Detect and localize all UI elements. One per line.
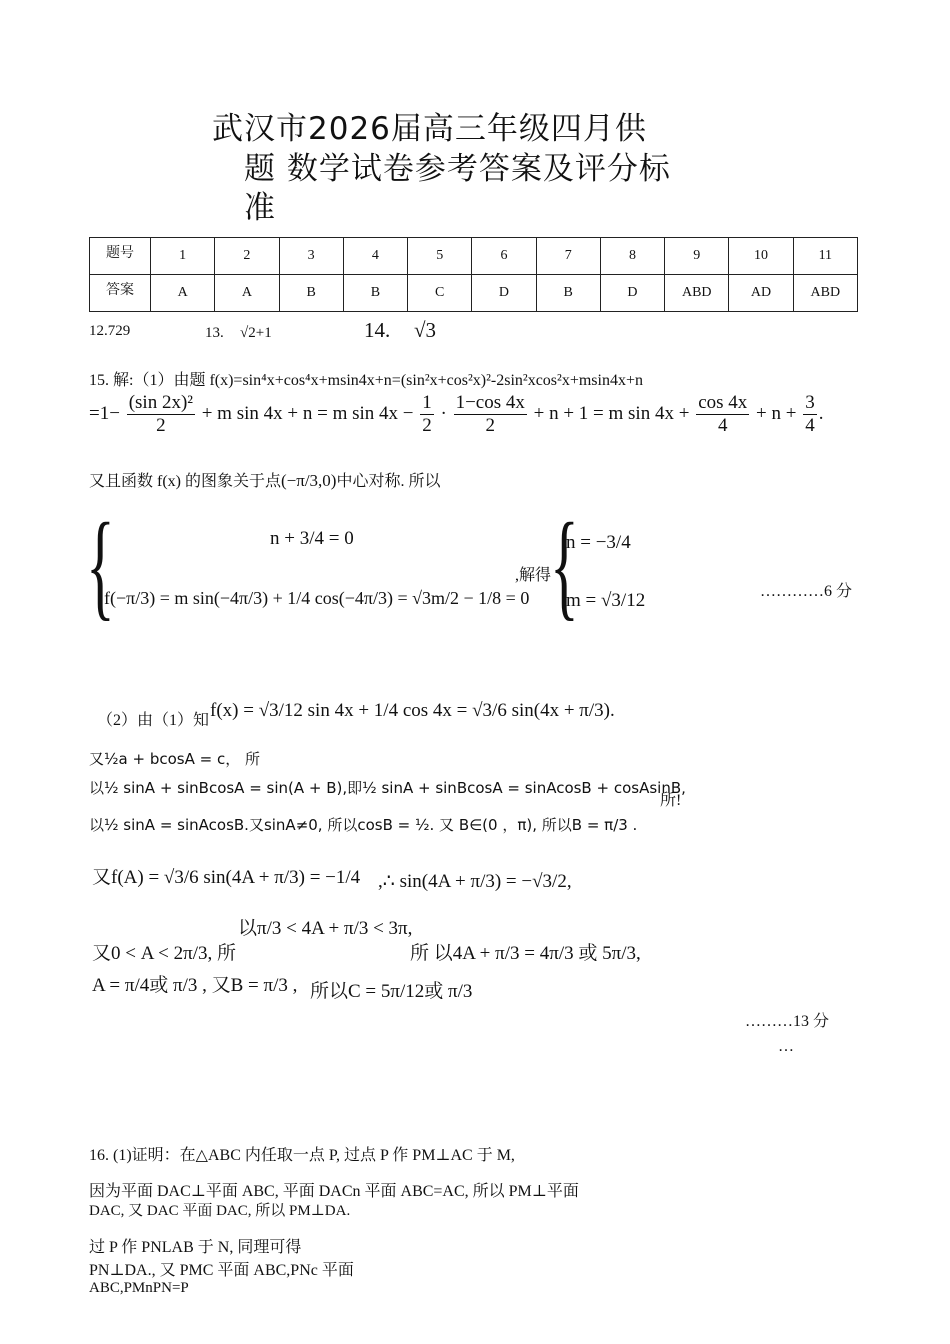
table-cell: 9 [665,238,729,275]
solution-m: m = √3/12 [566,590,646,611]
fraction [454,392,527,437]
q13-answer: √2+1 [240,325,272,341]
solution-n: n = −3/4 [566,532,631,553]
table-cell: 2 [215,238,279,275]
q15-line-d1: 又f(A) = √3/6 sin(4A + π/3) = −1/4 [92,867,361,888]
fraction-den: 2 [485,415,495,436]
table-cell: A [215,275,279,312]
q14-answer: √3 [414,318,437,342]
fraction-den: 4 [805,415,815,436]
q15-line-b-end: 所! [660,792,682,809]
fraction [803,392,817,437]
title-line-2: 题 数学试卷参考答案及评分标 [244,151,671,187]
q15-l2-lead: =1− [89,402,120,424]
answer-table [89,237,858,312]
fraction-num: 1−cos 4x [455,392,525,413]
q14-label: 14. [364,318,391,342]
q16-line-2: 因为平面 DAC⊥平面 ABC, 平面 DACn 平面 ABC=AC, 所以 PM⊥平面 [89,1183,579,1200]
table-cell: 3 [279,238,343,275]
right-brace: { [550,498,579,631]
score-6: …………6 分 [760,583,853,600]
q15-l2-d: + n + [756,402,797,424]
table-answer-label: 答案 [90,275,151,312]
q15-line-2: =1− $\frac{\text{(sin 2x)²}}{2}$ + m sin 4x + n = m sin 4x − $\frac{1}{2}$ · $\frac{1-\cos 4x}{2}$ + n + 1 = m sin 4x + $\frac{\cos 4x}{4}$ + n + $\frac{3}{4}$ . [89,392,824,436]
left-brace: { [86,498,115,631]
table-cell: AD [729,275,793,312]
table-cell: C [408,275,472,312]
q15-l3-b: 中心对称. 所以 [336,473,441,490]
q12-answer: 12.729 [89,323,131,339]
q15-line-b: 以½ sinA + sinBcosA = sin(A + B),即½ sinA + sinBcosA = sinAcosB + cosAsinB, [89,779,686,797]
part2-lead: （2）由（1）知 [97,712,210,729]
table-header-label: 题号 [90,238,151,275]
table-cell: 6 [472,238,536,275]
fraction-num: 3 [805,392,815,413]
title-line-3: 准 [244,190,276,226]
q16-line-3: DAC, 又 DAC 平面 DAC, 所以 PM⊥DA. [89,1203,351,1219]
table-cell: 1 [151,238,215,275]
score-13: ………13 分 [745,1013,830,1030]
table-cell: ABD [793,275,857,312]
part2-expression: f(x) = √3/12 sin 4x + 1/4 cos 4x = √3/6 sin(4x + π/3). [210,700,615,721]
system-eq-1: n + 3/4 = 0 [270,528,354,549]
table-cell: B [536,275,600,312]
table-cell: 5 [408,238,472,275]
fraction-den: 4 [717,415,728,436]
q13-label: 13. [205,325,224,341]
q15-line-a: 又½a + bcosA = c， 所 [89,750,260,768]
fraction-den: 2 [422,415,432,436]
fraction-num: cos 4x [698,392,748,413]
table-cell: 7 [536,238,600,275]
system-eq-2: f(−π/3) = m sin(−4π/3) + 1/4 cos(−4π/3) = √3m/2 − 1/8 = 0 [104,588,530,608]
table-cell: D [472,275,536,312]
table-cell: B [343,275,407,312]
fraction-num: 1 [422,392,432,413]
q15-line-1: 15. 解:（1）由题 f(x)=sin⁴x+cos⁴x+msin4x+n=(sin²x+cos²x)²-2sin²xcos²x+msin4x+n [89,372,643,389]
trailing-dots: … [778,1038,794,1055]
q15-line-f1: 又0 < A < 2π/3, 所 [92,943,236,964]
table-cell: A [151,275,215,312]
q15-line-f2: 所 以4A + π/3 = 4π/3 或 5π/3, [410,943,641,964]
table-cell: 8 [600,238,664,275]
q16-line-5: PN⊥DA., 又 PMC 平面 ABC,PNc 平面 [89,1262,354,1279]
fraction [696,392,749,437]
q15-line-g1: A = π/4或 π/3 , 又B = π/3 , [92,975,298,996]
q16-line-4: 过 P 作 PNLAB 于 N, 同理可得 [89,1239,302,1256]
q15-l2-a: + m sin 4x + n = m sin 4x − [201,402,414,424]
table-cell: D [600,275,664,312]
fraction [127,392,195,437]
q15-l2-b: · [440,402,447,424]
table-row-numbers [90,238,858,275]
q15-line-3 [89,468,440,491]
q15-line-c: 以½ sinA = sinAcosB.又sinA≠0, 所以cosB = ½. 又 B∈(0 ，π), 所以B = π/3 . [89,816,638,834]
title-line-1: 武汉市2026届高三年级四月供 [212,111,647,147]
q15-l3-a: 又且函数 f(x) 的图象关于点 [89,473,281,490]
table-cell: 11 [793,238,857,275]
solve-label: ,解得 [515,567,552,584]
table-cell: B [279,275,343,312]
table-cell: ABD [665,275,729,312]
fraction-num: (sin 2x)² [128,392,193,413]
q15-l2-c: + n + 1 = m sin 4x + [533,402,690,424]
table-cell: 10 [729,238,793,275]
table-row-answers [90,275,858,312]
q15-line-e: 以π/3 < 4A + π/3 < 3π, [238,918,413,939]
table-cell: 4 [343,238,407,275]
fraction [420,392,434,437]
fraction-den: 2 [156,415,166,436]
center-point: (−π/3,0) [281,471,337,490]
q16-line-6: ABC,PMnPN=P [89,1280,189,1296]
q16-line-1: 16. (1)证明：在△ABC 内任取一点 P, 过点 P 作 PM⊥AC 于 M, [89,1147,515,1164]
q15-line-g2: 所以C = 5π/12或 π/3 [310,981,473,1002]
q15-line-d2: ,∴ sin(4A + π/3) = −√3/2, [378,871,572,892]
